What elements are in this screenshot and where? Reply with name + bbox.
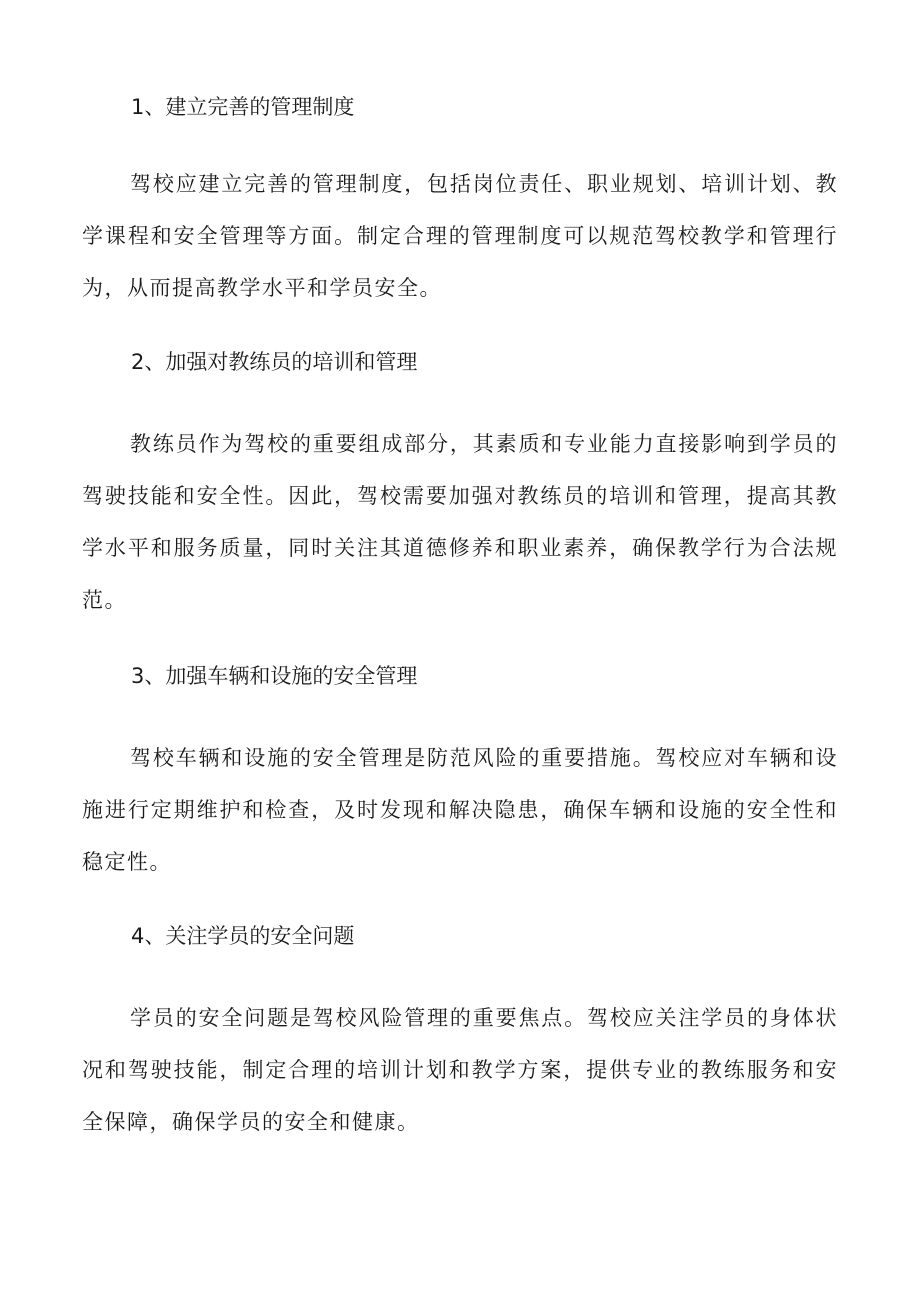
section-2-heading: 2、加强对教练员的培训和管理 bbox=[131, 350, 418, 374]
section-2-body: 教练员作为驾校的重要组成部分，其素质和专业能力直接影响到学员的驾驶技能和安全性。因此，驾校需要加强对教练员的培训和管理，提高其教学水平和服务质量，同时关注其道德修养和职业素养，确保教学行为合法规范。 bbox=[82, 432, 838, 612]
section-3-heading: 3、加强车辆和设施的安全管理 bbox=[131, 664, 418, 688]
section-1-heading: 1、建立完善的管理制度 bbox=[131, 95, 355, 119]
section-4-body: 学员的安全问题是驾校风险管理的重要焦点。驾校应关注学员的身体状况和驾驶技能，制定合理的培训计划和教学方案，提供专业的教练服务和安全保障，确保学员的安全和健康。 bbox=[82, 1006, 838, 1134]
section-4-heading: 4、关注学员的安全问题 bbox=[131, 924, 355, 948]
section-3-body: 驾校车辆和设施的安全管理是防范风险的重要措施。驾校应对车辆和设施进行定期维护和检查，及时发现和解决隐患，确保车辆和设施的安全性和稳定性。 bbox=[82, 746, 838, 874]
section-1-body: 驾校应建立完善的管理制度，包括岗位责任、职业规划、培训计划、教学课程和安全管理等方面。制定合理的管理制度可以规范驾校教学和管理行为，从而提高教学水平和学员安全。 bbox=[82, 172, 838, 300]
